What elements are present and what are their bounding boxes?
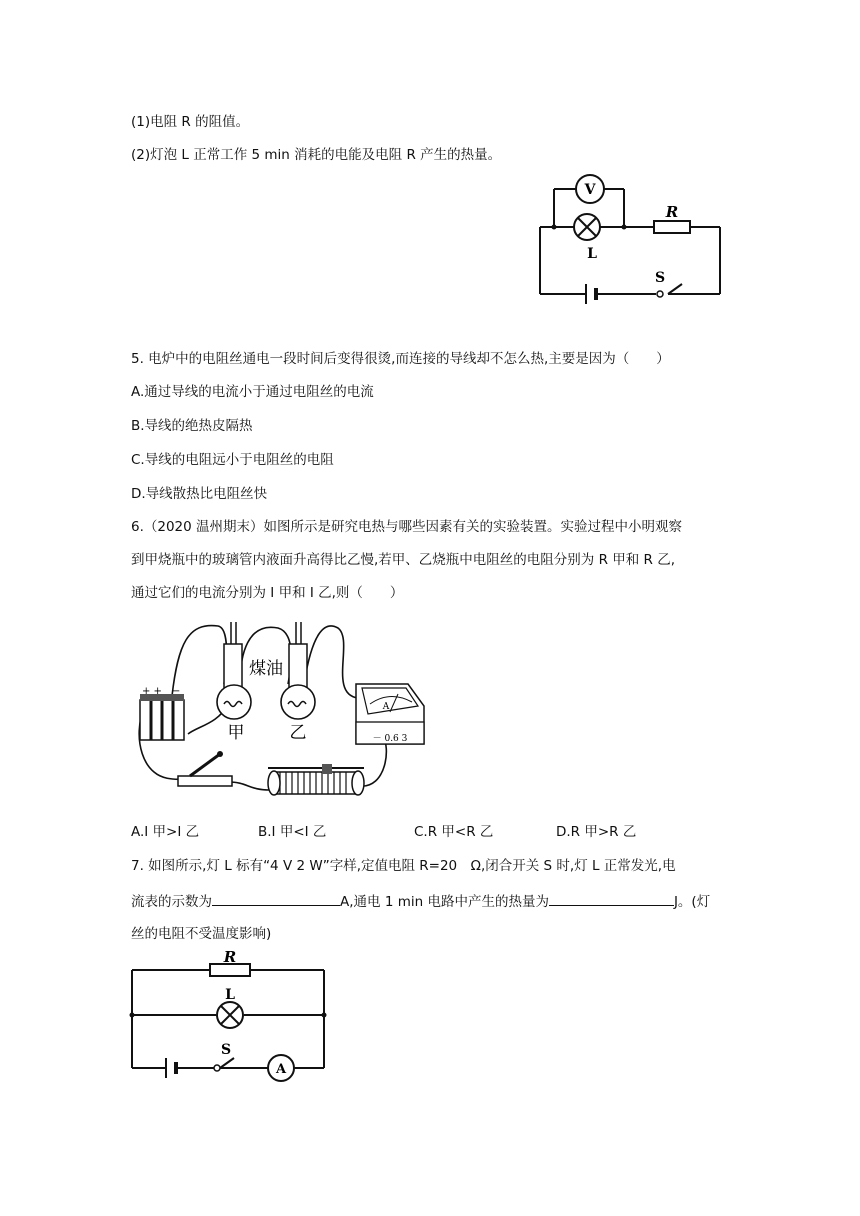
- ammeter-device: [356, 684, 424, 744]
- q7-text-c: J。(灯: [673, 894, 711, 910]
- lamp-symbol: [574, 214, 600, 240]
- switch-symbol: [214, 1065, 220, 1071]
- switch-label: S: [220, 1042, 232, 1058]
- battery-pack: [140, 686, 184, 740]
- q5-option-b: B.导线的绝热皮隔热: [131, 418, 253, 434]
- q7-stem-line2: [131, 891, 710, 911]
- switch-symbol: [657, 291, 663, 297]
- circuit-diagram-q4: [530, 165, 730, 305]
- q7-stem-line3: 丝的电阻不受温度影响): [131, 926, 272, 942]
- q6-option-a: A.I 甲>I 乙: [131, 824, 200, 840]
- knife-switch: [178, 751, 232, 786]
- q6-stem-line2: 到甲烧瓶中的玻璃管内液面升高得比乙慢,若甲、乙烧瓶中电阻丝的电阻分别为 R 甲和 R 乙,: [131, 552, 676, 568]
- answer-blank-heat[interactable]: [549, 891, 674, 906]
- q7-text-b: A,通电 1 min 电路中产生的热量为: [340, 894, 549, 910]
- q6-stem-line1: 6.（2020 温州期末）如图所示是研究电热与哪些因素有关的实验装置。实验过程中小明观察: [131, 519, 683, 535]
- q6-stem-line3: 通过它们的电流分别为 I 甲和 I 乙,则（ ）: [131, 585, 404, 601]
- flask-yi-label: 乙: [289, 723, 307, 743]
- battery-symbol: [166, 1058, 176, 1078]
- answer-blank-current[interactable]: [212, 891, 340, 906]
- q4-part2: (2)灯泡 L 正常工作 5 min 消耗的电能及电阻 R 产生的热量。: [131, 147, 502, 163]
- flask-jia: [217, 622, 251, 719]
- svg-text:−: −: [172, 686, 181, 697]
- ammeter-terminals: － 0.6 3: [372, 734, 408, 744]
- circuit-diagram-q7: [126, 950, 336, 1080]
- flask-yi: [281, 622, 315, 719]
- q5-option-a: A.通过导线的电流小于通过电阻丝的电流: [131, 384, 374, 400]
- resistor-label: R: [223, 948, 237, 966]
- q4-part1: (1)电阻 R 的阻值。: [131, 114, 250, 130]
- oil-label: 煤油: [249, 659, 283, 679]
- q6-option-d: D.R 甲>R 乙: [556, 824, 637, 840]
- sliding-rheostat: [268, 764, 364, 795]
- q5-option-c: C.导线的电阻远小于电阻丝的电阻: [131, 452, 334, 468]
- flask-jia-label: 甲: [227, 723, 245, 743]
- q7-text-a: 流表的示数为: [131, 894, 212, 910]
- voltmeter-label: V: [584, 182, 596, 198]
- lamp-symbol: [217, 1002, 243, 1028]
- ammeter-label: A: [275, 1062, 287, 1077]
- lamp-label: L: [587, 246, 597, 262]
- lamp-label: L: [225, 987, 235, 1003]
- q5-option-d: D.导线散热比电阻丝快: [131, 486, 268, 502]
- battery-symbol: [586, 284, 596, 304]
- experiment-apparatus-figure: [128, 614, 428, 814]
- resistor-r: [654, 221, 690, 233]
- switch-label: S: [654, 270, 666, 286]
- ammeter-label: A: [382, 702, 390, 712]
- q5-stem: 5. 电炉中的电阻丝通电一段时间后变得很烫,而连接的导线却不怎么热,主要是因为（ ）: [131, 351, 670, 367]
- svg-text:+ +: + +: [142, 686, 162, 697]
- resistor-label: R: [665, 203, 679, 221]
- q7-stem-line1: 7. 如图所示,灯 L 标有“4 V 2 W”字样,定值电阻 R=20 Ω,闭合开关 S 时,灯 L 正常发光,电: [131, 858, 676, 874]
- q6-option-c: C.R 甲<R 乙: [414, 824, 494, 840]
- q6-option-b: B.I 甲<I 乙: [258, 824, 327, 840]
